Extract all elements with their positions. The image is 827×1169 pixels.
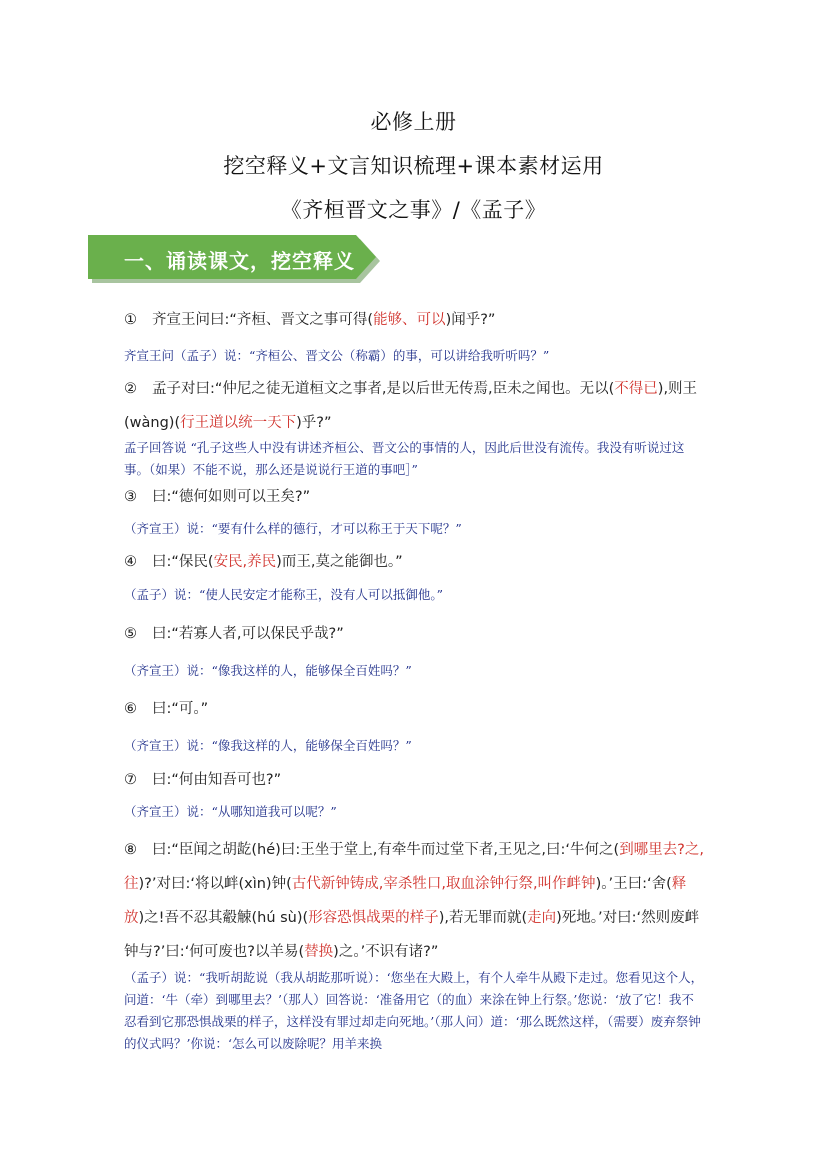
translation-2: 孟子回答说 “孔子这些人中没有讲述齐桓公、晋文公的事情的人，因此后世没有流传。我没有听说过这事。（如果）不能不说，那么还是说说行王道的事吧］” (124, 440, 685, 477)
translation-3: （齐宣王）说：“要有什么样的德行，才可以称王于天下呢？” (124, 521, 462, 536)
original-text-3 (124, 480, 704, 514)
section-banner (88, 233, 384, 285)
text-segment: )乎?” (296, 415, 332, 431)
paragraph-number: ① (124, 312, 137, 328)
original-text-4 (124, 545, 704, 579)
annotation: 到哪里去?之,往 (124, 842, 704, 892)
annotation: 不得已 (614, 381, 658, 397)
translation-6: （齐宣王）说：“像我这样的人，能够保全百姓吗？” (124, 738, 412, 753)
paragraph-number: ⑥ (124, 701, 137, 717)
text-segment: 孟子对曰:“仲尼之徒无道桓文之事者,是以后世无传焉,臣未之闻也。无以( (152, 381, 615, 397)
original-text-7 (124, 763, 704, 797)
text-segment: ),若无罪而就( (438, 910, 528, 926)
annotation: 形容恐惧战栗的样子 (308, 910, 439, 926)
text-segment: )而王,莫之能御也。” (276, 554, 403, 570)
paragraph-number: ② (124, 381, 137, 397)
paragraph-number: ④ (124, 554, 137, 570)
doc-subtitle: 挖空释义+文言知识梳理+课本素材运用 (223, 154, 604, 178)
original-text-2 (124, 372, 704, 440)
original-text-6 (124, 692, 704, 726)
translation-8: （孟子）说：“我听胡龁说（我从胡龁那听说）：‘您坐在大殿上，有个人牵牛从殿下走过。您看见这个人，问道：‘牛（牵）到哪里去？’（那人）回答说：‘准备用它（的血）来涂在钟上行祭。’您说：‘放了它！我不忍看到它那恐惧战栗的样子，这样没有罪过却走向死地。’（那人问）道：‘那么既然这样，（需要）废弃祭钟的仪式吗？’你说：‘怎么可以废除呢？用羊来换 (124, 970, 704, 1051)
annotation: 古代新钟铸成,宰杀牲口,取血涂钟行祭,叫作衅钟 (291, 876, 596, 892)
original-text-5 (124, 617, 704, 651)
text-segment: 曰:“臣闻之胡龁(hé)曰:王坐于堂上,有牵牛而过堂下者,王见之,曰:‘牛何之( (152, 842, 620, 858)
text-segment: 齐宣王问曰:“齐桓、晋文之事可得( (152, 312, 374, 328)
text-segment: )。’王曰:‘舍( (595, 876, 672, 892)
text-segment: )之。’不识有诸?” (333, 944, 439, 960)
annotation: 走向 (527, 910, 557, 926)
annotation: 能够、可以 (373, 312, 446, 328)
paragraph-number: ⑧ (124, 842, 137, 858)
translation-7: （齐宣王）说：“从哪知道我可以呢？” (124, 804, 337, 819)
paragraph-number: ⑤ (124, 626, 137, 642)
text-segment: )闻乎?” (445, 312, 496, 328)
book-title: 必修上册 (370, 110, 457, 134)
lesson-title: 《齐桓晋文之事》/《孟子》 (280, 198, 547, 222)
annotation: 释放 (124, 876, 687, 926)
section-title: 一、诵读课文，挖空释义 (124, 249, 355, 273)
original-text-8 (124, 833, 704, 969)
translation-1: 齐宣王问（孟子）说：“齐桓公、晋文公（称霸）的事，可以讲给我听听吗？” (124, 348, 550, 363)
annotation: 行王道以统一天下 (180, 415, 297, 431)
text-segment: 曰:“可。” (152, 701, 209, 717)
text-segment: 曰:“保民( (152, 554, 214, 570)
text-segment: )?’对曰:‘将以衅(xìn)钟( (138, 876, 292, 892)
text-segment: )之!吾不忍其觳觫(hú sù)( (138, 910, 309, 926)
text-segment: 曰:“何由知吾可也?” (152, 772, 282, 788)
text-segment: 曰:“德何如则可以王矣?” (152, 489, 311, 505)
paragraph-number: ⑦ (124, 772, 137, 788)
original-text-1 (124, 303, 704, 337)
paragraph-number: ③ (124, 489, 137, 505)
translation-5: （齐宣王）说：“像我这样的人，能够保全百姓吗？” (124, 663, 412, 678)
annotation: 安民,养民 (213, 554, 277, 570)
text-segment: ),则王(wàng)( (124, 381, 698, 431)
text-segment: 曰:“若寡人者,可以保民乎哉?” (152, 626, 344, 642)
annotation: 替换 (304, 944, 334, 960)
translation-4: （孟子）说：“使人民安定才能称王，没有人可以抵御他。” (124, 587, 444, 602)
text-segment: )死地。’对曰:‘然则废衅钟与?’曰:‘何可废也?以羊易( (124, 910, 700, 960)
